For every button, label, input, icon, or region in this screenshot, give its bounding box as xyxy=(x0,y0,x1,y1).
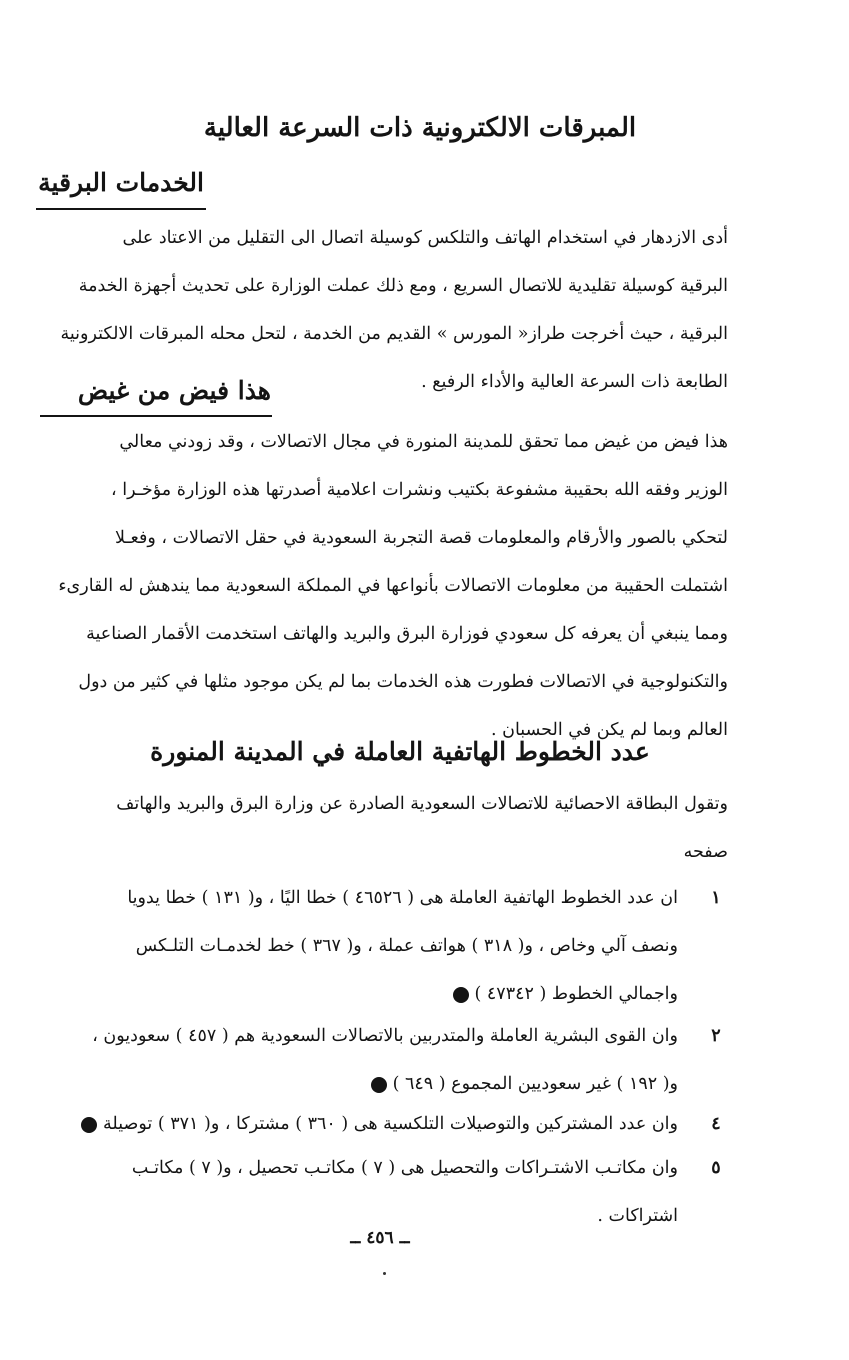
text-line: وان القوى البشرية العاملة والمتدربين بالاتصالات السعودية هم ( ٤٥٧ ) سعوديون ، xyxy=(92,1026,678,1046)
bullet-icon xyxy=(453,987,469,1003)
heading-underline xyxy=(40,415,272,417)
text-line: هذا فيض من غيض مما تحقق للمدينة المنورة في مجال الاتصالات ، وقد زودني معالي xyxy=(119,432,728,452)
text-line: وتقول البطاقة الاحصائية للاتصالات السعودية الصادرة عن وزارة البرق والبريد والهاتف xyxy=(116,794,728,814)
text-line: أدى الازدهار في استخدام الهاتف والتلكس كوسيلة اتصال الى التقليل من الاعتاد على xyxy=(122,228,728,248)
heading-underline xyxy=(36,208,206,210)
item-number: ٢ xyxy=(711,1026,721,1046)
text-line: لتحكي بالصور والأرقام والمعلومات قصة التجربة السعودية في حقل الاتصالات ، وفعـلا xyxy=(114,528,728,548)
text-line: ونصف آلي وخاص ، و( ٣١٨ ) هواتف عملة ، و( ٣٦٧ ) خط لخدمـات التلـكس xyxy=(135,936,678,956)
text-line: الطابعة ذات السرعة العالية والأداء الرفيع . xyxy=(421,372,728,392)
text-line: البرقية ، حيث أخرجت طراز« المورس » القديم من الخدمة ، لتحل محله المبرقات الالكترونية xyxy=(60,324,728,344)
text-line: و( ١٩٢ ) غير سعوديين المجموع ( ٦٤٩ ) xyxy=(392,1074,678,1094)
text-line: صفحه xyxy=(683,842,728,862)
text-line: وان مكاتـب الاشتـراكات والتحصيل هى ( ٧ ) مكاتـب تحصيل ، و( ٧ ) مكاتـب xyxy=(131,1158,678,1178)
item-number: ١ xyxy=(711,888,721,908)
scan-speck xyxy=(383,1272,386,1275)
text-line: والتكنولوجية في الاتصالات فطورت هذه الخدمات بما لم يكن موجود مثلها في كثير من دول xyxy=(78,672,728,692)
text-line: اشتراكات . xyxy=(597,1206,678,1226)
text-line: الوزير وفقه الله بحقيبة مشفوعة بكتيب ونشرات اعلامية أصدرتها هذه الوزارة مؤخـرا ، xyxy=(111,480,728,500)
text-line: البرقية كوسيلة تقليدية للاتصال السريع ، ومع ذلك عملت الوزارة على تحديث أجهزة الخدمة xyxy=(78,276,728,296)
item-number: ٤ xyxy=(711,1114,721,1134)
section-heading-telegraph-services: الخدمات البرقية xyxy=(38,168,204,197)
bullet-icon xyxy=(371,1077,387,1093)
text-line: العالم وبما لم يكن في الحسبان . xyxy=(490,720,728,740)
text-line: اشتملت الحقيبة من معلومات الاتصالات بأنواعها في المملكة السعودية مما يندهش له القارىء xyxy=(58,576,728,596)
page-title: المبرقات الالكترونية ذات السرعة العالية xyxy=(203,113,637,143)
list-item xyxy=(38,1144,728,1240)
section-heading-drop-in-ocean: هذا فيض من غيض xyxy=(77,376,271,405)
paragraph-statistics-intro xyxy=(38,780,728,876)
section-heading-phone-lines: عدد الخطوط الهاتفية العاملة في المدينة المنورة xyxy=(150,737,650,766)
page-number: ــ ٤٥٦ ــ xyxy=(350,1228,410,1248)
paragraph-drop-in-ocean xyxy=(38,418,728,754)
text-line: وان عدد المشتركين والتوصيلات التلكسية هى ( ٣٦٠ ) مشتركا ، و( ٣٧١ ) توصيلة xyxy=(103,1114,678,1134)
list-item xyxy=(38,1100,728,1148)
text-line: ومما ينبغي أن يعرفه كل سعودي فوزارة البرق والبريد والهاتف استخدمت الأقمار الصناعية xyxy=(86,624,728,644)
list-item xyxy=(38,874,728,1018)
text-line: ان عدد الخطوط الهاتفية العاملة هى ( ٤٦٥٢٦ ) خطا اليًا ، و( ١٣١ ) خطا يدويا xyxy=(127,888,678,908)
item-number: ٥ xyxy=(711,1158,721,1178)
bullet-icon xyxy=(81,1117,97,1133)
list-item xyxy=(38,1012,728,1108)
text-line: واجمالي الخطوط ( ٤٧٣٤٢ ) xyxy=(474,984,678,1004)
